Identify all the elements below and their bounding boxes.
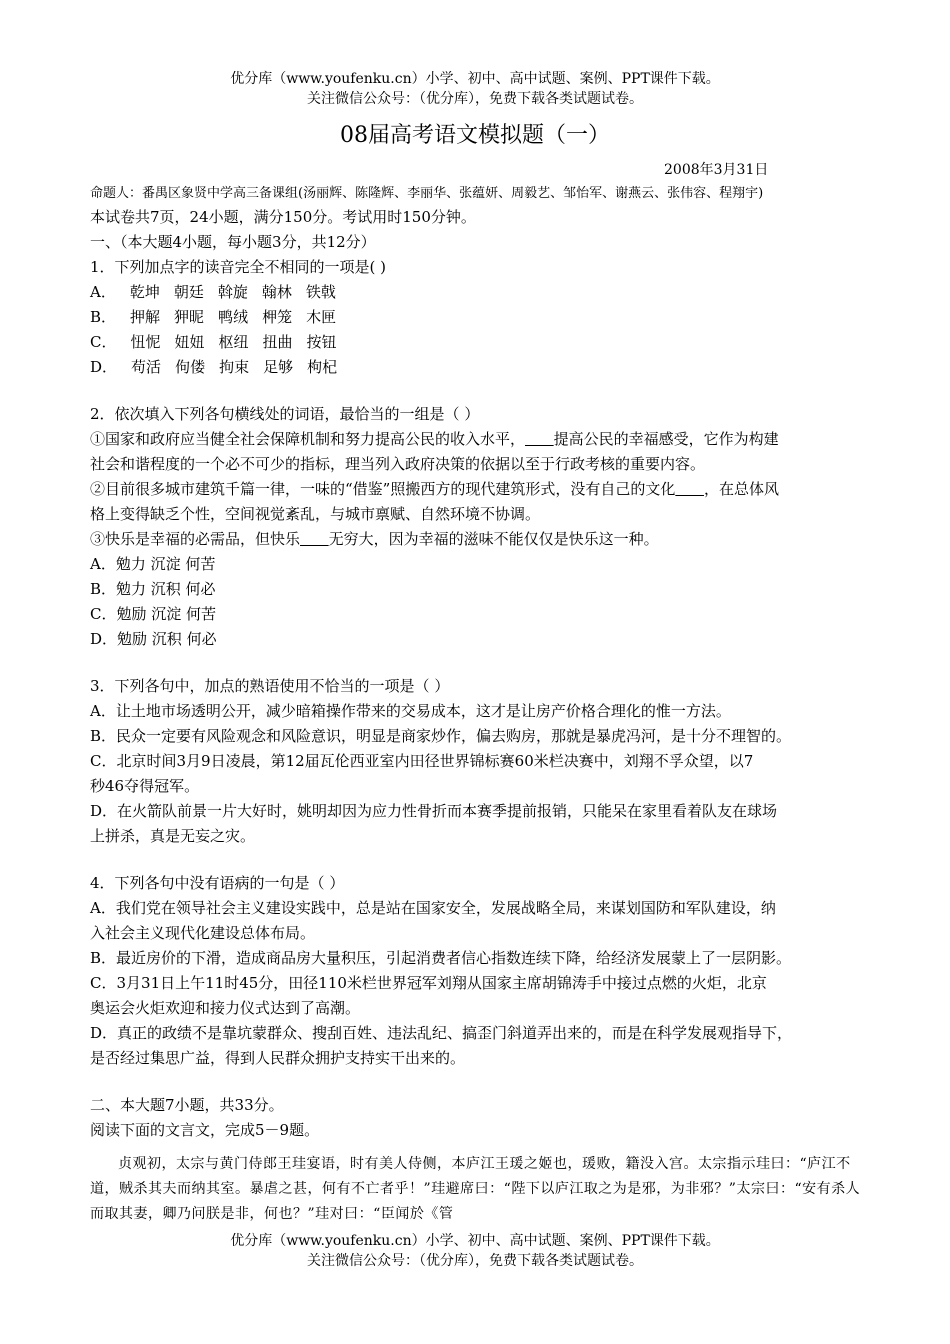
option-word: 足够	[263, 358, 294, 376]
section-1-heading: 一、（本大题4小题，每小题3分，共12分）	[90, 233, 376, 251]
option-word: 柙笼	[262, 308, 293, 326]
question-3-option-d-cont: 上拼杀，真是无妄之灾。	[90, 827, 256, 845]
question-4-option-d-cont: 是否经过集思广益，得到人民群众拥护支持实干出来的。	[90, 1049, 466, 1067]
footer-line-2: 关注微信公众号：（优分库），免费下载各类试题试卷。	[307, 1253, 643, 1269]
sentence-text: ，在总体风	[703, 480, 779, 498]
footer-line-1: 优分库（www.youfenku.cn）小学、初中、高中试题、案例、PPT课件下载。	[230, 1233, 720, 1249]
question-2-option-a: A．勉力 沉淀 何苦	[90, 555, 216, 573]
blank	[300, 530, 329, 548]
option-word: 按钮	[306, 333, 337, 351]
question-3-option-b: B．民众一定要有风险观念和风险意识，明显是商家炒作，偏去购房，那就是暴虎冯河，是十分不理智的。	[90, 727, 792, 745]
question-4-option-d: D．真正的政绩不是靠坑蒙群众、搜刮百姓、违法乱纪、搞歪门斜道弄出来的，而是在科学发展观指导下，	[90, 1024, 793, 1042]
option-word: 枢纽	[218, 333, 249, 351]
question-1-stem: 1．下列加点字的读音完全不相同的一项是( )	[90, 258, 387, 276]
section-2-heading: 二、本大题7小题，共33分。	[90, 1096, 284, 1114]
option-word: 枸杞	[307, 358, 338, 376]
option-word: 翰林	[261, 283, 292, 301]
header-line-1: 优分库（www.youfenku.cn）小学、初中、高中试题、案例、PPT课件下载。	[230, 71, 720, 87]
question-3-option-a: A．让土地市场透明公开，减少暗箱操作带来的交易成本，这才是让房产价格合理化的惟一方法。	[90, 702, 731, 720]
option-word: 佝偻	[175, 358, 206, 376]
question-4-stem: 4．下列各句中没有语病的一句是（ ）	[90, 874, 345, 892]
option-label: A．	[90, 283, 116, 301]
option-word: 朝廷	[173, 283, 204, 301]
option-label: D．	[90, 358, 118, 376]
question-4-option-c: C．3月31日上午11时45分，田径110米栏世界冠军刘翔从国家主席胡锦涛手中接过点燃的火炬，北京	[90, 974, 767, 992]
option-word: 木匣	[306, 308, 337, 326]
intro-line: 本试卷共7页，24小题，满分150分。考试用时150分钟。	[90, 208, 476, 226]
option-word: 扭曲	[262, 333, 293, 351]
option-word: 妞妞	[174, 333, 205, 351]
question-2-sentence-1-cont: 社会和谐程度的一个必不可少的指标，理当列入政府决策的依据以至于行政考核的重要内容。	[90, 455, 706, 473]
question-3-stem: 3．下列各句中，加点的熟语使用不恰当的一项是（ ）	[90, 677, 450, 695]
section-2-intro: 阅读下面的文言文，完成5－9题。	[90, 1121, 320, 1139]
option-word: 拘束	[219, 358, 250, 376]
option-word: 忸怩	[130, 333, 161, 351]
option-label: C．	[90, 333, 117, 351]
blank	[525, 430, 554, 448]
option-word: 狎昵	[174, 308, 205, 326]
question-2-sentence-1	[90, 427, 865, 452]
question-2-stem: 2．依次填入下列各句横线处的词语，最恰当的一组是（ ）	[90, 405, 480, 423]
exam-body	[90, 183, 865, 1143]
question-1-option-d	[90, 355, 865, 380]
option-word: 鸭绒	[218, 308, 249, 326]
question-2-option-c: C．勉励 沉淀 何苦	[90, 605, 217, 623]
question-4-option-b: B．最近房价的下滑，造成商品房大量积压，引起消费者信心指数连续下降，给经济发展蒙上了一层阴影。	[90, 949, 792, 967]
question-4-option-a: A．我们党在领导社会主义建设实践中，总是站在国家安全，发展战略全局，来谋划国防和军队建设，纳	[90, 899, 776, 917]
header-line-2: 关注微信公众号：（优分库），免费下载各类试题试卷。	[307, 91, 643, 107]
question-2-sentence-3	[90, 527, 865, 552]
option-word: 苟活	[131, 358, 162, 376]
question-2-option-b: B．勉力 沉积 何必	[90, 580, 216, 598]
question-3-option-d: D．在火箭队前景一片大好时，姚明却因为应力性骨折而本赛季提前报销，只能呆在家里看着队友在球场	[90, 802, 778, 820]
exam-date: 2008年3月31日	[664, 162, 769, 178]
question-4-option-c-cont: 奥运会火炬欢迎和接力仪式达到了高潮。	[90, 999, 361, 1017]
sentence-text: 提高公民的幸福感受，它作为构建	[553, 430, 779, 448]
question-1-option-c	[90, 330, 865, 355]
sentence-text: 无穷大，因为幸福的滋味不能仅仅是快乐这一种。	[328, 530, 659, 548]
blank	[675, 480, 704, 498]
question-1-option-a	[90, 280, 865, 305]
question-2-option-d: D．勉励 沉积 何必	[90, 630, 217, 648]
classical-passage	[90, 1152, 865, 1227]
option-word: 斡旋	[217, 283, 248, 301]
option-word: 铁戟	[305, 283, 336, 301]
question-3-option-c-cont: 秒46夺得冠军。	[90, 777, 200, 795]
classical-text: 贞观初，太宗与黄门侍郎王珪宴语，时有美人侍侧，本庐江王瑗之姬也，瑗败，籍没入宫。太宗指示珪曰：“庐江不道，贼杀其夫而纳其室。暴虐之甚，何有不亡者乎！”珪避席曰：“陛下以庐江取之为是邪，为非邪？”太宗曰：“安有杀人而取其妻，卿乃问朕是非，何也？”珪对曰：“臣闻於《管	[90, 1156, 861, 1222]
question-4-option-a-cont: 入社会主义现代化建设总体布局。	[90, 924, 316, 942]
option-word: 押解	[130, 308, 161, 326]
option-word: 乾坤	[129, 283, 160, 301]
question-3-option-c: C．北京时间3月9日凌晨，第12届瓦伦西亚室内田径世界锦标赛60米栏决赛中，刘翔不孚众望，以7	[90, 752, 754, 770]
question-2-sentence-2	[90, 477, 865, 502]
question-2-sentence-2-cont: 格上变得缺乏个性，空间视觉紊乱，与城市禀赋、自然环境不协调。	[90, 505, 541, 523]
sentence-text: ①国家和政府应当健全社会保障机制和努力提高公民的收入水平，	[90, 430, 526, 448]
authors-line: 命题人：番禺区象贤中学高三备课组(汤丽辉、陈隆辉、李丽华、张蕴妍、周毅艺、邹怡军、谢燕云、张伟容、程翔宇)	[90, 186, 764, 201]
question-1-option-b	[90, 305, 865, 330]
page-title: 08届高考语文模拟题（一）	[340, 123, 610, 148]
option-label: B．	[90, 308, 117, 326]
sentence-text: ③快乐是幸福的必需品，但快乐	[90, 530, 301, 548]
sentence-text: ②目前很多城市建筑千篇一律，一味的“借鉴”照搬西方的现代建筑形式，没有自己的文化	[90, 480, 676, 498]
